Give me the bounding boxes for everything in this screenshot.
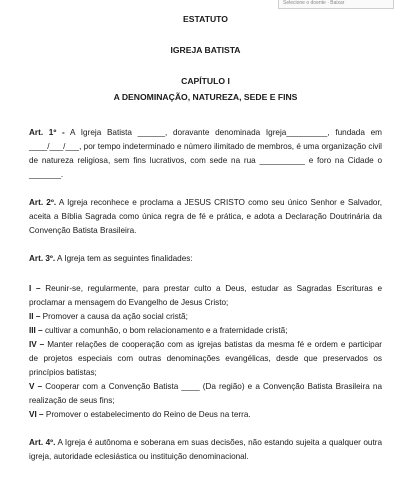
article-4-text: A Igreja é autônoma e soberana em suas decisões, não estando sujeita a qualquer outra igreja, autoridade eclesiástica ou instituição denominacional. (29, 438, 383, 461)
article-3-label: Art. 3º. (29, 254, 56, 263)
top-corner-tab[interactable]: Selecione o doente · Baixar (278, 0, 394, 9)
document-title: ESTATUTO (183, 14, 228, 24)
document-page (29, 0, 382, 464)
list-item-label: IV – (29, 340, 45, 349)
list-item-text: Promover o estabelecimento do Reino de Deus na terra. (45, 410, 251, 419)
list-item (29, 324, 382, 338)
list-item (29, 282, 382, 310)
church-name: IGREJA BATISTA (170, 45, 241, 55)
list-item (29, 408, 382, 422)
list-item-label: II – (29, 312, 41, 321)
list-item (29, 338, 382, 380)
list-item-label: V – (29, 382, 43, 391)
list-item-label: I – (29, 284, 41, 293)
list-item-label: III – (29, 326, 43, 335)
list-item (29, 380, 382, 408)
list-item-text: cultivar a comunhão, o bom relacionamento e a fraternidade cristã; (44, 326, 288, 335)
list-item-text: Promover a causa da ação social cristã; (42, 312, 188, 321)
article-4-label: Art. 4º. (29, 438, 56, 447)
list-item-text: Cooperar com a Convenção Batista ____ (Da região) e a Convenção Batista Brasileira na realização de seus fins; (29, 382, 383, 405)
article-1-label: Art. 1º - (29, 128, 65, 137)
list-item-text: Manter relações de cooperação com as igrejas batistas da mesma fé e ordem e participar de projetos especiais com outras denominações evangélicas, desde que preservados os princípios batistas; (29, 340, 382, 377)
purposes-list (29, 282, 382, 422)
article-2-label: Art. 2º. (29, 198, 57, 207)
list-item-label: VI – (29, 410, 44, 419)
chapter-subtitle: A DENOMINAÇÃO, NATUREZA, SEDE E FINS (113, 92, 298, 102)
list-item (29, 310, 382, 324)
article-2-text: A Igreja reconhece e proclama a JESUS CRISTO como seu único Senhor e Salvador, aceita a Bíblia Sagrada como única regra de fé e prática, e adota a Declaração Doutrinária da Convenção Batista Brasileira. (29, 198, 382, 235)
list-item-text: Reunir-se, regularmente, para prestar culto a Deus, estudar as Sagradas Escrituras e proclamar a mensagem do Evangelho de Jesus Cristo; (29, 284, 382, 307)
article-1 (29, 126, 382, 182)
article-1-text: A Igreja Batista ______, doravante denominada Igreja_________, fundada em ____/___/___, por tempo indeterminado e número ilimitado de membros, é uma organização civil de natureza religiosa, sem fins lucrativos, com sede na rua __________ e foro na Cidade o _______. (29, 128, 382, 179)
chapter-heading: CAPÍTULO I (181, 76, 230, 86)
article-2 (29, 196, 382, 238)
article-4 (29, 436, 382, 464)
article-3 (29, 252, 382, 266)
article-3-text: A Igreja tem as seguintes finalidades: (57, 254, 193, 263)
